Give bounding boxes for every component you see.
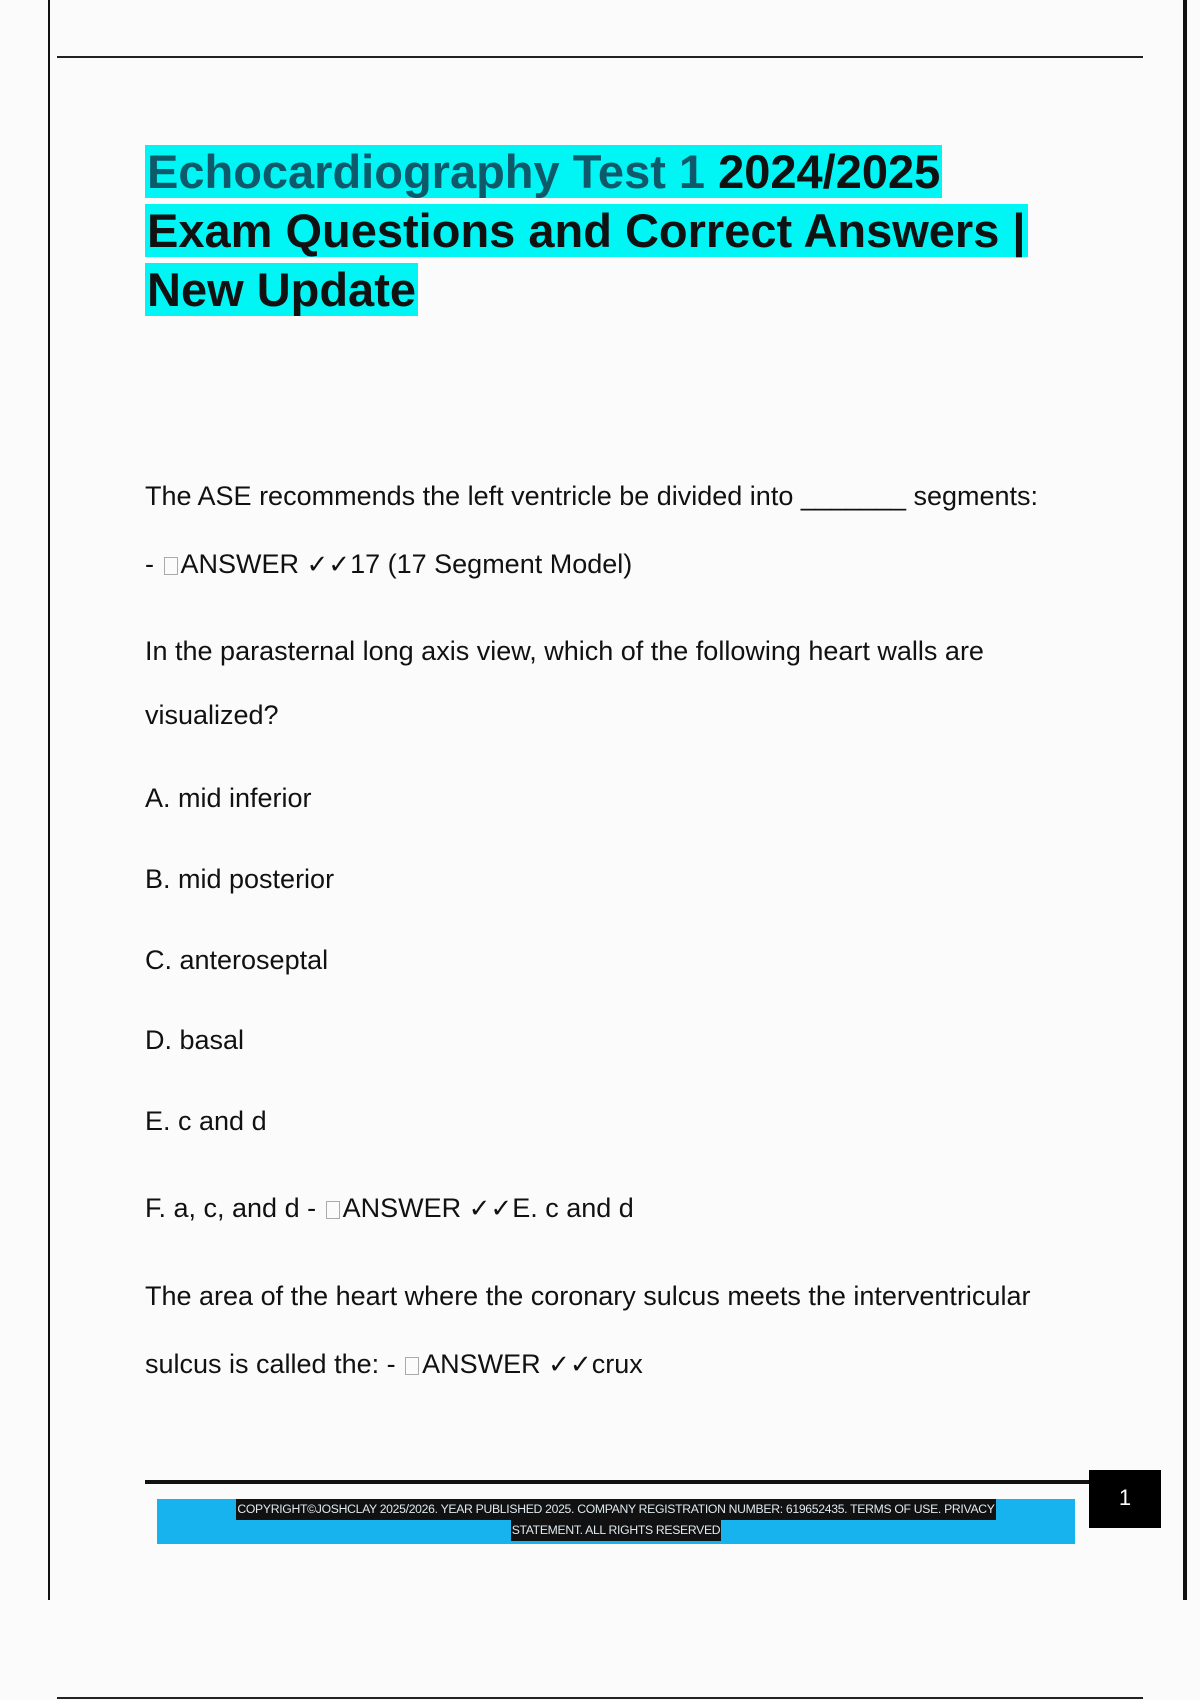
question-1-text: The ASE recommends the left ventricle be divided into _______ segments: — [145, 481, 1039, 511]
option-b: B. mid posterior — [145, 864, 335, 894]
title-line2: Exam Questions and Correct Answers | — [147, 204, 1026, 257]
answer-text: 17 (17 Segment Model) — [350, 549, 633, 579]
double-check-icon: ✓✓ — [468, 1194, 513, 1224]
answer-label: ANSWER — [342, 1193, 469, 1223]
next-page-rule — [57, 1697, 1143, 1699]
question-3-prefix: sulcus is called the: - — [145, 1349, 404, 1379]
document-title — [145, 142, 1145, 319]
checkbox-glyph-icon — [405, 1357, 419, 1375]
option-e: E. c and d — [145, 1106, 267, 1136]
checkbox-glyph-icon — [326, 1201, 340, 1219]
option-f: F. a, c, and d - — [145, 1193, 324, 1223]
page-number: 1 — [1089, 1470, 1161, 1528]
double-check-icon: ✓✓ — [548, 1350, 592, 1380]
answer-label: ANSWER — [422, 1349, 549, 1379]
title-line3: New Update — [147, 263, 416, 316]
title-line1-part2: 2024/2025 — [718, 145, 941, 198]
page-border-left — [48, 0, 50, 1600]
option-f-with-answer — [145, 1193, 634, 1224]
question-2-text-line2: visualized? — [145, 700, 279, 730]
answer-text: E. c and d — [512, 1193, 634, 1223]
double-check-icon: ✓✓ — [306, 550, 351, 580]
title-line1-part1: Echocardiography Test 1 — [147, 145, 706, 198]
question-1-answer — [145, 549, 632, 580]
question-3-text-line1: The area of the heart where the coronary sulcus meets the interventricular — [145, 1281, 1031, 1311]
option-d: D. basal — [145, 1025, 245, 1055]
answer-text: crux — [591, 1349, 643, 1379]
answer-prefix: - — [145, 549, 162, 579]
answer-label: ANSWER — [180, 549, 307, 579]
copyright-line-1: COPYRIGHT©JOSHCLAY 2025/2026. YEAR PUBLISHED 2025. COMPANY REGISTRATION NUMBER: 619652435. TERMS OF USE. PRIVACY — [236, 1499, 995, 1520]
option-a: A. mid inferior — [145, 783, 312, 813]
header-rule — [57, 56, 1143, 58]
copyright-footer — [157, 1499, 1075, 1544]
footer-rule — [145, 1480, 1091, 1484]
page-border-right — [1183, 0, 1187, 1600]
question-3-text-line2 — [145, 1349, 643, 1380]
option-c: C. anteroseptal — [145, 945, 329, 975]
checkbox-glyph-icon — [164, 557, 178, 575]
copyright-line-2: STATEMENT. ALL RIGHTS RESERVED — [511, 1520, 722, 1541]
question-2-text-line1: In the parasternal long axis view, which of the following heart walls are — [145, 636, 984, 666]
